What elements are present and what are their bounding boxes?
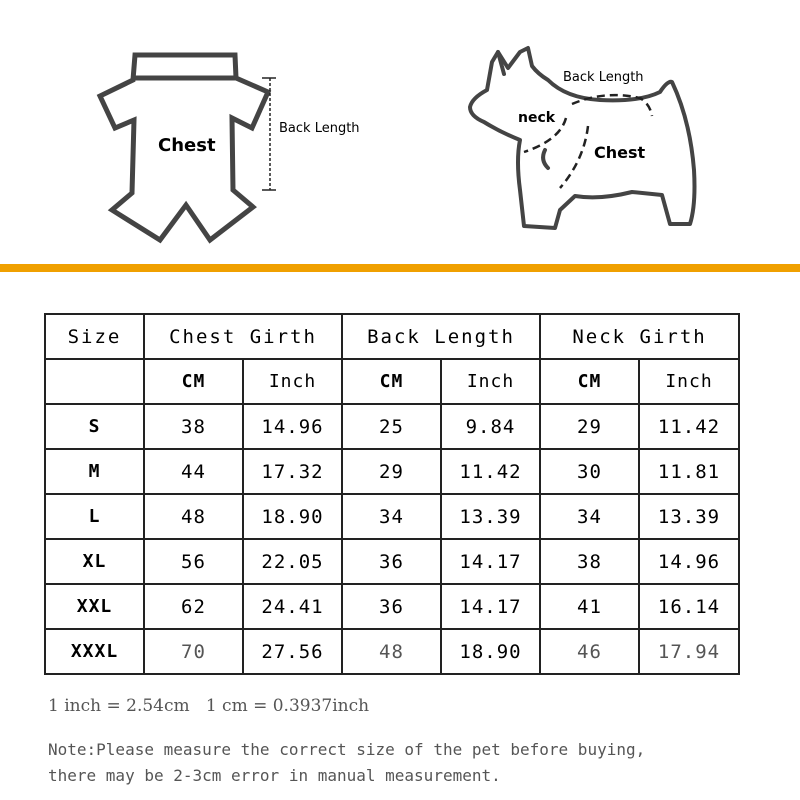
diagram-svg <box>0 0 800 264</box>
table-cell: 13.39 <box>639 494 739 539</box>
dog-back-length-label: Back Length <box>563 70 644 85</box>
dog-chest-dashed <box>560 126 588 188</box>
table-cell: 9.84 <box>441 404 540 449</box>
table-cell: 46 <box>540 629 639 674</box>
size-cell: S <box>45 404 144 449</box>
table-cell: 36 <box>342 584 441 629</box>
size-cell: L <box>45 494 144 539</box>
dog-neck-label: neck <box>518 110 556 126</box>
table-cell: 34 <box>342 494 441 539</box>
size-chart-table <box>44 313 740 675</box>
table-row <box>45 539 739 584</box>
shirt-chest-label: Chest <box>158 135 216 156</box>
table-cell: 41 <box>540 584 639 629</box>
note-line-1: Note:Please measure the correct size of the pet before buying, <box>48 740 646 759</box>
table-cell: 14.17 <box>441 584 540 629</box>
unit-cell: CM <box>144 359 243 404</box>
dog-inner-chest <box>543 150 548 168</box>
shirt-back-length-label: Back Length <box>279 121 360 136</box>
size-cell: XL <box>45 539 144 584</box>
table-cell: 48 <box>342 629 441 674</box>
table-row <box>45 449 739 494</box>
dog-chest-label: Chest <box>594 143 646 162</box>
table-cell: 56 <box>144 539 243 584</box>
table-cell: 13.39 <box>441 494 540 539</box>
table-cell: 14.17 <box>441 539 540 584</box>
table-cell: 18.90 <box>441 629 540 674</box>
table-cell: 36 <box>342 539 441 584</box>
table-cell: 62 <box>144 584 243 629</box>
table-cell: 38 <box>540 539 639 584</box>
table-cell: 70 <box>144 629 243 674</box>
header-back-length: Back Length <box>342 314 540 359</box>
note-line-2: there may be 2-3cm error in manual measurement. <box>48 766 501 785</box>
table-cell: 14.96 <box>243 404 342 449</box>
unit-cell: Inch <box>441 359 540 404</box>
unit-cell: CM <box>342 359 441 404</box>
measurement-note <box>48 737 768 789</box>
table-cell: 44 <box>144 449 243 494</box>
size-cell: XXXL <box>45 629 144 674</box>
table-cell: 11.42 <box>639 404 739 449</box>
header-neck-girth: Neck Girth <box>540 314 739 359</box>
table-cell: 24.41 <box>243 584 342 629</box>
table-cell: 18.90 <box>243 494 342 539</box>
size-cell: M <box>45 449 144 494</box>
table-cell: 17.32 <box>243 449 342 494</box>
table-cell: 29 <box>342 449 441 494</box>
table-cell: 38 <box>144 404 243 449</box>
table-unit-row <box>45 359 739 404</box>
table-cell: 48 <box>144 494 243 539</box>
table-cell: 11.42 <box>441 449 540 494</box>
table-cell: 29 <box>540 404 639 449</box>
table-header-row <box>45 314 739 359</box>
table-cell: 25 <box>342 404 441 449</box>
table-cell: 30 <box>540 449 639 494</box>
unit-conversion-text: 1 inch = 2.54cm 1 cm = 0.3937inch <box>48 696 370 716</box>
table-row <box>45 629 739 674</box>
table-row <box>45 584 739 629</box>
size-cell: XXL <box>45 584 144 629</box>
unit-cell: Inch <box>639 359 739 404</box>
table-cell: 17.94 <box>639 629 739 674</box>
table-cell: 16.14 <box>639 584 739 629</box>
table-cell: 14.96 <box>639 539 739 584</box>
table-cell: 22.05 <box>243 539 342 584</box>
table-cell: 27.56 <box>243 629 342 674</box>
header-size: Size <box>45 314 144 359</box>
unit-cell: Inch <box>243 359 342 404</box>
divider-bar <box>0 264 800 272</box>
table-cell: 34 <box>540 494 639 539</box>
table-row <box>45 494 739 539</box>
unit-cell: CM <box>540 359 639 404</box>
header-chest-girth: Chest Girth <box>144 314 342 359</box>
unit-blank <box>45 359 144 404</box>
table-cell: 11.81 <box>639 449 739 494</box>
table-row <box>45 404 739 449</box>
measurement-diagrams <box>0 0 800 264</box>
